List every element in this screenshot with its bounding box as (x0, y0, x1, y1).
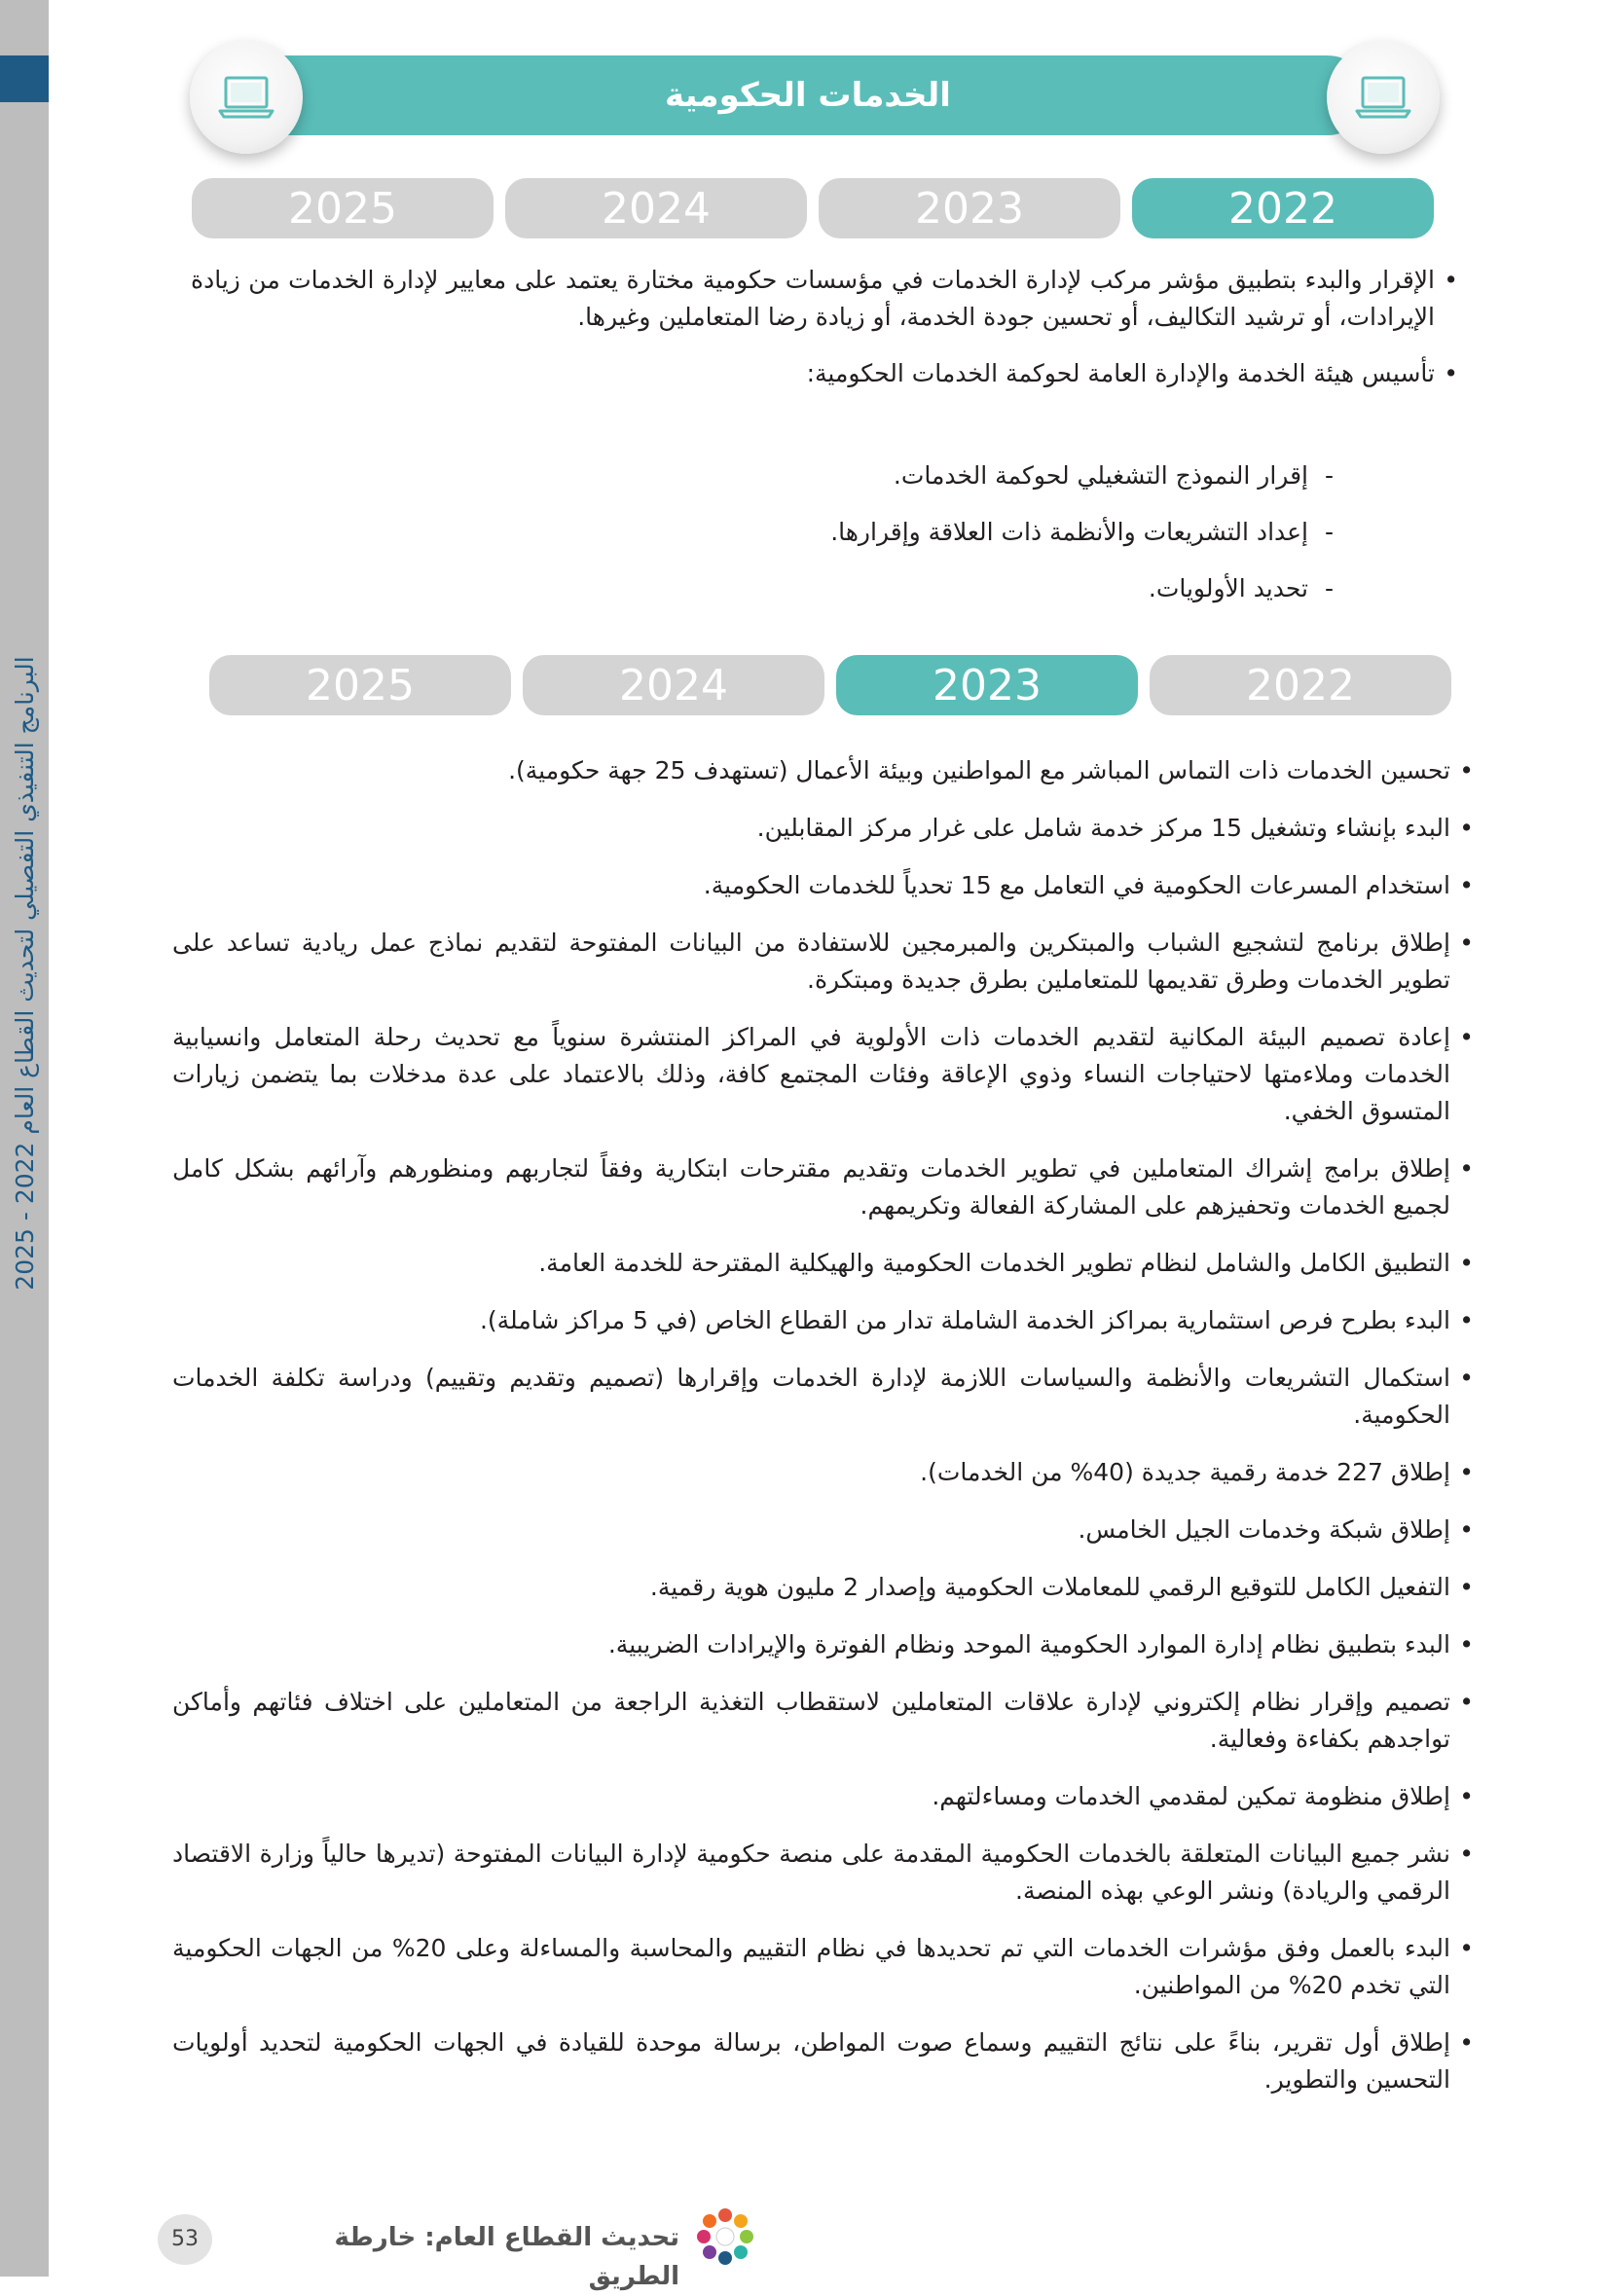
list-item: • استكمال التشريعات والأنظمة والسياسات اللازمة لإدارة الخدمات وإقرارها (تصميم وتقديم وتقييم) ودراسة تكلفة الخدمات الحكومية. (172, 1364, 1474, 1429)
year-tab-2024[interactable]: 2024 (505, 178, 807, 238)
year-tab-2023[interactable]: 2023 (819, 178, 1120, 238)
list-item: • البدء بتطبيق نظام إدارة الموارد الحكومية الموحد ونظام الفوترة والإيرادات الضريبية. (607, 1630, 1474, 1658)
list-item: • إعادة تصميم البيئة المكانية لتقديم الخدمات ذات الأولوية في المراكز المنتشرة سنوياً مع تحديث رحلة المتعامل وانسيابية الخدمات وملاءمتها لاحتياجات النساء وذوي الإعاقة وفئات المجتمع كافة، وذلك بالاعتماد على عدة مدخلات بما يتضمن زيارات المتسوق الخفي. (172, 1023, 1474, 1125)
section1-sublist (191, 457, 1334, 607)
section1-list (191, 262, 1458, 412)
list-item: • تحسين الخدمات ذات التماس المباشر مع المواطنين وبيئة الأعمال (تستهدف 25 جهة حكومية). (508, 756, 1474, 784)
sub-list-item: - إعداد التشريعات والأنظمة ذات العلاقة وإقرارها. (830, 518, 1334, 546)
laptop-icon (190, 41, 303, 154)
year-tab-2022[interactable]: 2022 (1150, 655, 1451, 715)
footer-title: تحديث القطاع العام: خارطة الطريق (334, 2223, 679, 2291)
sub-list-item: - إقرار النموذج التشغيلي لحوكمة الخدمات. (893, 461, 1334, 490)
list-item: • إطلاق برنامج لتشجيع الشباب والمبتكرين والمبرمجين للاستفادة من البيانات المفتوحة لتقديم نماذج عمل ريادية تساعد على تطوير الخدمات وطرق تقديمها للمتعاملين بطرق جديدة ومبتكرة. (172, 929, 1474, 994)
roadmap-logo (686, 2198, 764, 2279)
list-item: • البدء بالعمل وفق مؤشرات الخدمات التي تم تحديدها في نظام التقييم والمحاسبة والمساءلة وعلى 20% من الجهات الحكومية التي تخدم 20% من المواطنين. (172, 1934, 1474, 1999)
year-tab-2025[interactable]: 2025 (209, 655, 511, 715)
list-item: • إطلاق برامج إشراك المتعاملين في تطوير الخدمات وتقديم مقترحات ابتكارية وفقاً لتجاربهم ومنظورهم وآرائهم بشكل كامل لجميع الخدمات وتحفيزهم على المشاركة الفعالة وتكريمهم. (172, 1154, 1474, 1220)
sub-list-item: - تحديد الأولويات. (1148, 574, 1334, 602)
list-item: • إطلاق شبكة وخدمات الجيل الخامس. (1078, 1515, 1474, 1544)
section-title: الخدمات الحكومية (665, 76, 951, 115)
section2-list (172, 752, 1474, 2098)
list-item: • إطلاق أول تقرير، بناءً على نتائج التقييم وسماع صوت المواطن، برسالة موحدة للقيادة في الجهات الحكومية لتحديد أولويات التحسين والتطوير. (172, 2028, 1474, 2094)
year-tab-2025[interactable]: 2025 (192, 178, 494, 238)
list-item: • إطلاق منظومة تمكين لمقدمي الخدمات ومساءلتهم. (932, 1782, 1474, 1810)
year-tab-2023[interactable]: 2023 (836, 655, 1138, 715)
list-item: • الإقرار والبدء بتطبيق مؤشر مركب لإدارة الخدمات في مؤسسات حكومية مختارة يعتمد على معايير لإدارة الخدمات من زيادة الإيرادات، أو ترشيد التكاليف، أو تحسين جودة الخدمة، أو زيادة رضا المتعاملين وغيرها. (191, 266, 1458, 331)
list-item: • التطبيق الكامل والشامل لنظام تطوير الخدمات الحكومية والهيكلية المقترحة للخدمة العامة. (538, 1249, 1474, 1277)
year-tab-2024[interactable]: 2024 (523, 655, 824, 715)
list-item: • تصميم وإقرار نظام إلكتروني لإدارة علاقات المتعاملين لاستقطاب التغذية الراجعة من المتعاملين على اختلاف فئاتهم وأماكن تواجدهم بكفاءة وفعالية. (172, 1688, 1474, 1753)
side-program-title: البرنامج التنفيذي التفصيلي لتحديث القطاع العام 2022 - 2025 (11, 656, 39, 1291)
list-item: • التفعيل الكامل للتوقيع الرقمي للمعاملات الحكومية وإصدار 2 مليون هوية رقمية. (649, 1573, 1474, 1601)
list-item: • البدء بإنشاء وتشغيل 15 مركز خدمة شامل على غرار مركز المقابلين. (756, 814, 1474, 842)
list-item: • استخدام المسرعات الحكومية في التعامل مع 15 تحدياً للخدمات الحكومية. (703, 871, 1474, 899)
side-accent-block (0, 55, 49, 102)
year-tab-2022[interactable]: 2022 (1132, 178, 1434, 238)
list-item: • البدء بطرح فرص استثمارية بمراكز الخدمة الشاملة تدار من القطاع الخاص (في 5 مراكز شاملة). (479, 1306, 1474, 1334)
list-item: • نشر جميع البيانات المتعلقة بالخدمات الحكومية المقدمة على منصة حكومية لإدارة البيانات المفتوحة (تديرها حالياً وزارة الاقتصاد الرقمي والريادة) ونشر الوعي بهذه المنصة. (172, 1840, 1474, 1905)
list-item: • تأسيس هيئة الخدمة والإدارة العامة لحوكمة الخدمات الحكومية: (806, 359, 1458, 387)
page-number: 53 (158, 2214, 212, 2265)
list-item: • إطلاق 227 خدمة رقمية جديدة (40% من الخدمات). (920, 1458, 1474, 1486)
laptop-icon (1327, 41, 1440, 154)
